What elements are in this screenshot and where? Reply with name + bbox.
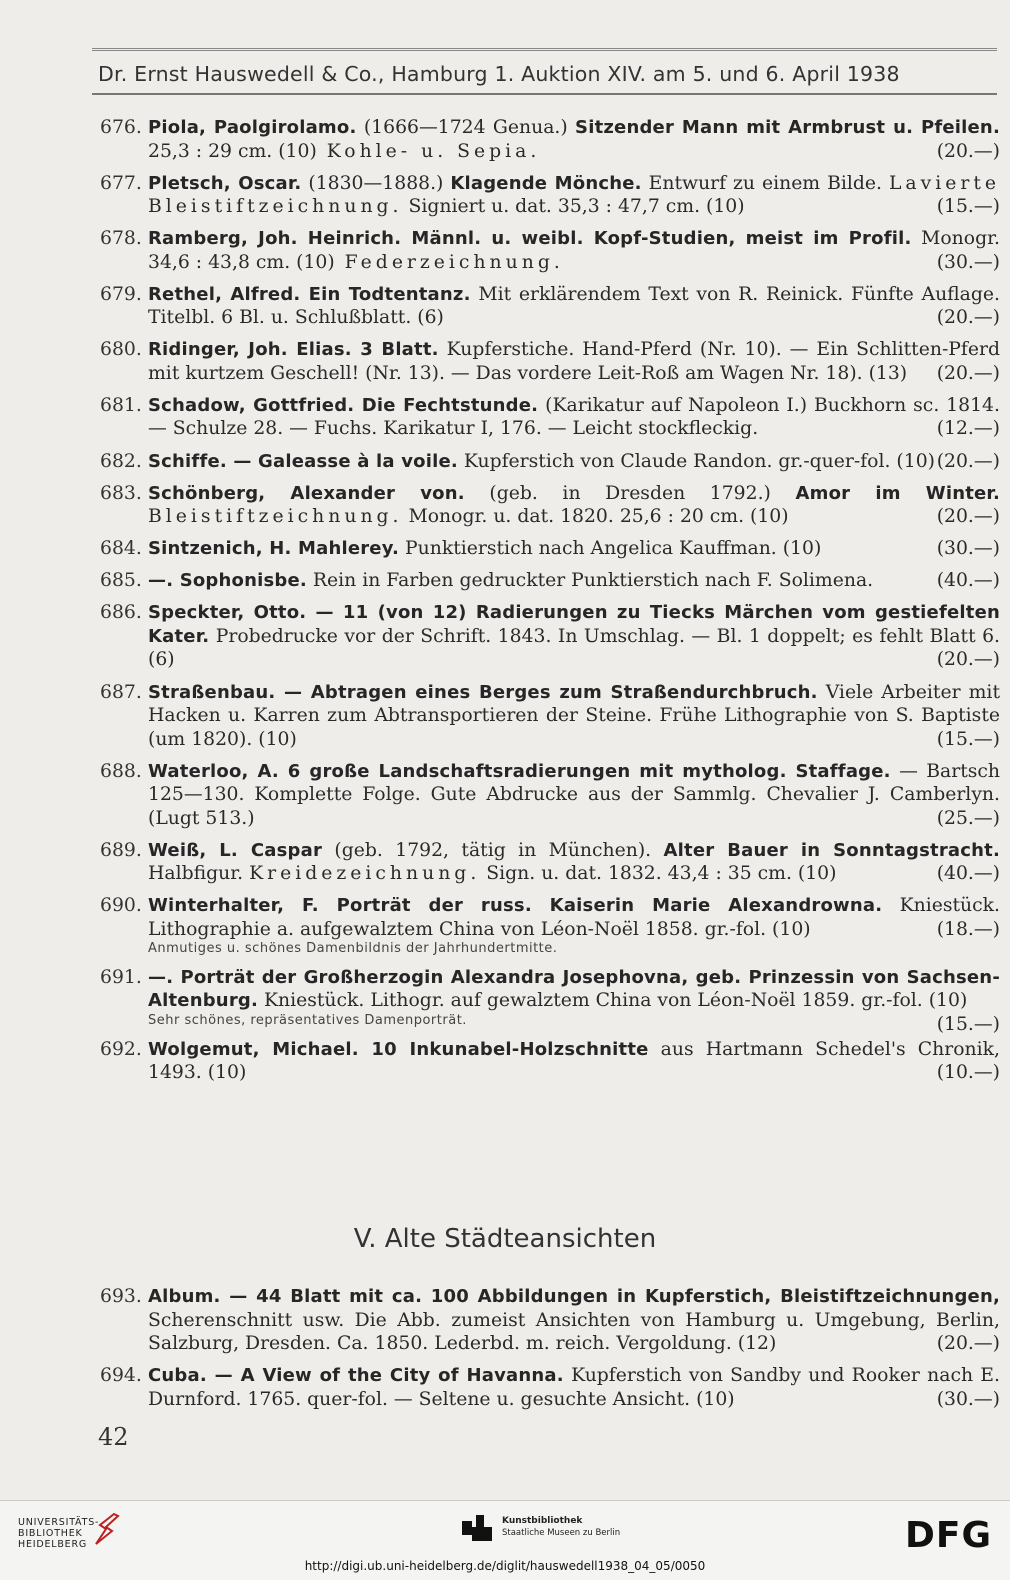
entry-details: Sign. u. dat. 1832. 43,4 : 35 cm. (10) xyxy=(480,863,837,885)
entry-title: Alter Bauer in Sonntagstracht. xyxy=(663,839,1000,861)
entry-note: Anmutiges u. schönes Damenbildnis der Jahrhundertmitte. xyxy=(148,941,558,957)
catalog-entry xyxy=(100,172,1000,219)
lot-number: 681. xyxy=(100,394,142,416)
kunstbibliothek-logo-icon xyxy=(462,1515,496,1549)
entry-description: Kupferstich von Claude Randon. gr.-quer-fol. (10) xyxy=(457,450,935,472)
entry-description: Scherenschnitt usw. Die Abb. zumeist Ansichten von Hamburg u. Umgebung, Berlin, Salzburg, Dresden. Ca. 1850. Lederbd. m. reich. Vergoldung. (12) xyxy=(148,1309,1000,1354)
entry-heading: Speckter, Otto. — 11 (von 12) Radierungen zu Tiecks Märchen vom gestiefelten Kater. xyxy=(148,602,1000,647)
estimate-price: (10.—) xyxy=(936,1062,1000,1083)
entry-description: Monogr. 34,6 : 43,8 cm. (10) xyxy=(148,228,1000,273)
header-rule xyxy=(92,93,997,95)
entry-note: Sehr schönes, repräsentatives Damenporträt. xyxy=(148,1012,467,1028)
estimate-price: (15.—) xyxy=(936,1013,1000,1035)
entry-details: Monogr. u. dat. 1820. 25,6 : 20 cm. (10) xyxy=(402,506,789,528)
estimate-price: (20.—) xyxy=(936,307,1000,329)
entry-dates: (1666—1724 Genua.) xyxy=(356,117,576,138)
entry-title: Amor im Winter. xyxy=(795,482,1000,504)
entry-description: Halbfigur. xyxy=(148,863,250,885)
entry-dates: (1830—1888.) xyxy=(301,172,451,194)
catalog-entry xyxy=(100,966,1000,1035)
entry-heading: Straßenbau. — Abtragen eines Berges zum Straßendurchbruch. xyxy=(148,681,818,703)
catalog-entry xyxy=(100,482,1000,529)
estimate-price: (20.—) xyxy=(936,140,1000,162)
estimate-price: (30.—) xyxy=(936,1388,1000,1410)
dfg-logo: DFG xyxy=(904,1515,992,1556)
uni-line-2: BIBLIOTHEK xyxy=(18,1528,83,1539)
lot-number: 678. xyxy=(100,228,142,250)
entry-dates: (geb. in Dresden 1792.) xyxy=(464,482,796,504)
lot-number: 691. xyxy=(100,966,142,988)
entry-description: Kniestück. Lithogr. auf gewalztem China von Léon-Noël 1859. gr.-fol. (10) xyxy=(258,990,968,1012)
catalog-entry xyxy=(100,1285,1000,1356)
catalog-entries xyxy=(100,116,1000,1093)
entry-description: Viele Arbeiter mit Hacken u. Karren zum Abtransportieren der Steine. Frühe Lithographie von S. Baptiste (um 1820). (10) xyxy=(148,681,1000,750)
estimate-price: (12.—) xyxy=(936,418,1000,440)
estimate-price: (15.—) xyxy=(936,196,1000,218)
catalog-entry xyxy=(100,681,1000,752)
entry-technique: Kreidezeichnung. xyxy=(249,863,481,885)
entry-description: Kupferstiche. Hand-Pferd (Nr. 10). — Ein Schlitten-Pferd mit kurtzem Geschell! (Nr. 13). — Das vordere Leit-Roß am Wagen Nr. 18). (13) xyxy=(148,339,1000,384)
entry-description: Mit erklärendem Text von R. Reinick. Fünfte Auflage. Titelbl. 6 Bl. u. Schlußblatt. (6) xyxy=(148,283,1000,329)
catalog-entry xyxy=(100,227,1000,274)
entry-description: — Bartsch 125—130. Komplette Folge. Gute Abdrucke aus der Sammlg. Chevalier J. Camberlyn. (Lugt 513.) xyxy=(148,760,1000,829)
catalog-entries-section-v xyxy=(100,1285,1000,1420)
section-title: V. Alte Städteansichten xyxy=(353,1224,657,1254)
entry-heading: Sintzenich, H. Mahlerey. xyxy=(148,538,400,560)
entry-description: Kupferstich von Sandby und Rooker nach E. Durnford. 1765. quer-fol. — Seltene u. gesuchte Ansicht. (10) xyxy=(148,1365,1000,1410)
entry-description: aus Hartmann Schedel's Chronik, 1493. (10) xyxy=(148,1038,1000,1083)
entry-technique: Lavierte Bleistiftzeichnung. xyxy=(148,172,1000,218)
lot-number: 694. xyxy=(100,1365,142,1387)
entry-heading: —. Porträt der Großherzogin Alexandra Josephovna, geb. Prinzessin von Sachsen-Altenburg. xyxy=(148,966,1000,1012)
catalog-entry xyxy=(100,601,1000,672)
lot-number: 693. xyxy=(100,1286,142,1307)
entry-heading: Weiß, L. Caspar xyxy=(148,839,323,861)
lot-number: 687. xyxy=(100,681,142,703)
catalog-entry xyxy=(100,569,1000,593)
entry-heading: Rethel, Alfred. Ein Todtentanz. xyxy=(148,283,471,305)
university-logo-icon xyxy=(92,1511,122,1547)
lot-number: 689. xyxy=(100,839,142,861)
catalog-entry xyxy=(100,760,1000,831)
entry-heading: Ramberg, Joh. Heinrich. Männl. u. weibl. Kopf-Studien, meist im Profil. xyxy=(148,228,912,250)
lot-number: 688. xyxy=(100,760,142,782)
entry-title: Sitzender Mann mit Armbrust u. Pfeilen. xyxy=(575,117,1000,138)
lot-number: 680. xyxy=(100,339,142,361)
running-head: Dr. Ernst Hauswedell & Co., Hamburg 1. Auktion XIV. am 5. und 6. April 1938 xyxy=(98,62,900,86)
entry-heading: Winterhalter, F. Porträt der russ. Kaiserin Marie Alexandrowna. xyxy=(148,895,883,917)
entry-heading: Schiffe. — Galeasse à la voile. xyxy=(148,450,458,472)
catalog-entry xyxy=(100,839,1000,886)
entry-description: Punktierstich nach Angelica Kauffman. (10) xyxy=(399,538,822,560)
estimate-price: (30.—) xyxy=(936,538,1000,560)
uni-line-1: UNIVERSITÄTS- xyxy=(18,1517,100,1528)
entry-description: Kniestück. Lithographie a. aufgewalztem China von Léon-Noël 1858. gr.-fol. (10) xyxy=(148,895,1000,940)
catalog-entry xyxy=(100,1038,1000,1085)
lot-number: 690. xyxy=(100,895,142,917)
uni-line-3: HEIDELBERG xyxy=(18,1539,88,1550)
entry-heading: Schadow, Gottfried. Die Fechtstunde. xyxy=(148,394,539,416)
lot-number: 685. xyxy=(100,570,142,592)
catalog-entry xyxy=(100,537,1000,561)
kb-line-2: Staatliche Museen zu Berlin xyxy=(502,1528,621,1538)
entry-technique: Federzeichnung. xyxy=(334,251,564,273)
lot-number: 682. xyxy=(100,450,142,472)
lot-number: 692. xyxy=(100,1038,142,1060)
entry-heading: Waterloo, A. 6 große Landschaftsradierungen mit mytholog. Staffage. xyxy=(148,760,891,782)
catalog-entry xyxy=(100,894,1000,957)
estimate-price: (20.—) xyxy=(936,450,1000,472)
entry-dates: (geb. 1792, tätig in München). xyxy=(322,839,664,861)
lot-number: 683. xyxy=(100,482,142,504)
source-url[interactable]: http://digi.ub.uni-heidelberg.de/diglit/hauswedell1938_04_05/0050 xyxy=(304,1559,706,1573)
entry-description: Rein in Farben gedruckter Punktierstich nach F. Solimena. xyxy=(306,570,874,592)
estimate-price: (15.—) xyxy=(936,728,1000,750)
lot-number: 677. xyxy=(100,172,142,194)
entry-description: Probedrucke vor der Schrift. 1843. In Umschlag. — Bl. 1 doppelt; es fehlt Blatt 6. (6) xyxy=(148,625,1000,671)
kb-line-1: Kunstbibliothek xyxy=(502,1516,583,1526)
catalog-entry xyxy=(100,116,1000,163)
estimate-price: (30.—) xyxy=(936,251,1000,273)
entry-heading: Wolgemut, Michael. 10 Inkunabel-Holzschnitte xyxy=(148,1038,649,1060)
university-library-name xyxy=(18,1517,99,1550)
entry-technique: Bleistiftzeichnung. xyxy=(148,506,403,528)
lot-number: 676. xyxy=(100,117,142,138)
entry-description: (Karikatur auf Napoleon I.) Buckhorn sc. 1814. — Schulze 28. — Fuchs. Karikatur I, 176. — Leicht stockfleckig. xyxy=(148,394,1000,440)
estimate-price: (18.—) xyxy=(936,918,1000,940)
catalog-entry xyxy=(100,283,1000,330)
entry-description: 25,3 : 29 cm. (10) xyxy=(148,140,317,162)
footer-bar xyxy=(0,1500,1010,1580)
estimate-price: (40.—) xyxy=(936,570,1000,592)
estimate-price: (40.—) xyxy=(936,863,1000,885)
catalog-entry xyxy=(100,338,1000,385)
estimate-price: (20.—) xyxy=(936,1333,1000,1354)
estimate-price: (25.—) xyxy=(936,807,1000,829)
catalog-entry xyxy=(100,1364,1000,1411)
entry-heading: —. Sophonisbe. xyxy=(148,570,307,592)
entry-heading: Piola, Paolgirolamo. xyxy=(148,117,357,138)
estimate-price: (20.—) xyxy=(936,506,1000,528)
lot-number: 679. xyxy=(100,283,142,305)
lot-number: 686. xyxy=(100,602,142,624)
lot-number: 684. xyxy=(100,538,142,560)
estimate-price: (20.—) xyxy=(936,649,1000,671)
entry-description: Entwurf zu einem Bilde. xyxy=(641,172,889,194)
entry-heading: Schönberg, Alexander von. xyxy=(148,482,465,504)
entry-details: Signiert u. dat. 35,3 : 47,7 cm. (10) xyxy=(402,196,745,218)
entry-heading: Pletsch, Oscar. xyxy=(148,172,302,194)
entry-heading: Album. — 44 Blatt mit ca. 100 Abbildungen in Kupferstich, Bleistiftzeichnungen, xyxy=(148,1286,1000,1307)
kunstbibliothek-name xyxy=(502,1515,620,1539)
page-number: 42 xyxy=(98,1423,129,1451)
entry-technique: Kohle- u. Sepia. xyxy=(316,140,541,162)
entry-title: Klagende Mönche. xyxy=(450,172,642,194)
entry-heading: Ridinger, Joh. Elias. 3 Blatt. xyxy=(148,339,439,361)
catalog-entry xyxy=(100,450,1000,474)
catalog-entry xyxy=(100,394,1000,441)
entry-heading: Cuba. — A View of the City of Havanna. xyxy=(148,1365,564,1387)
estimate-price: (20.—) xyxy=(936,362,1000,384)
top-border xyxy=(92,48,997,51)
